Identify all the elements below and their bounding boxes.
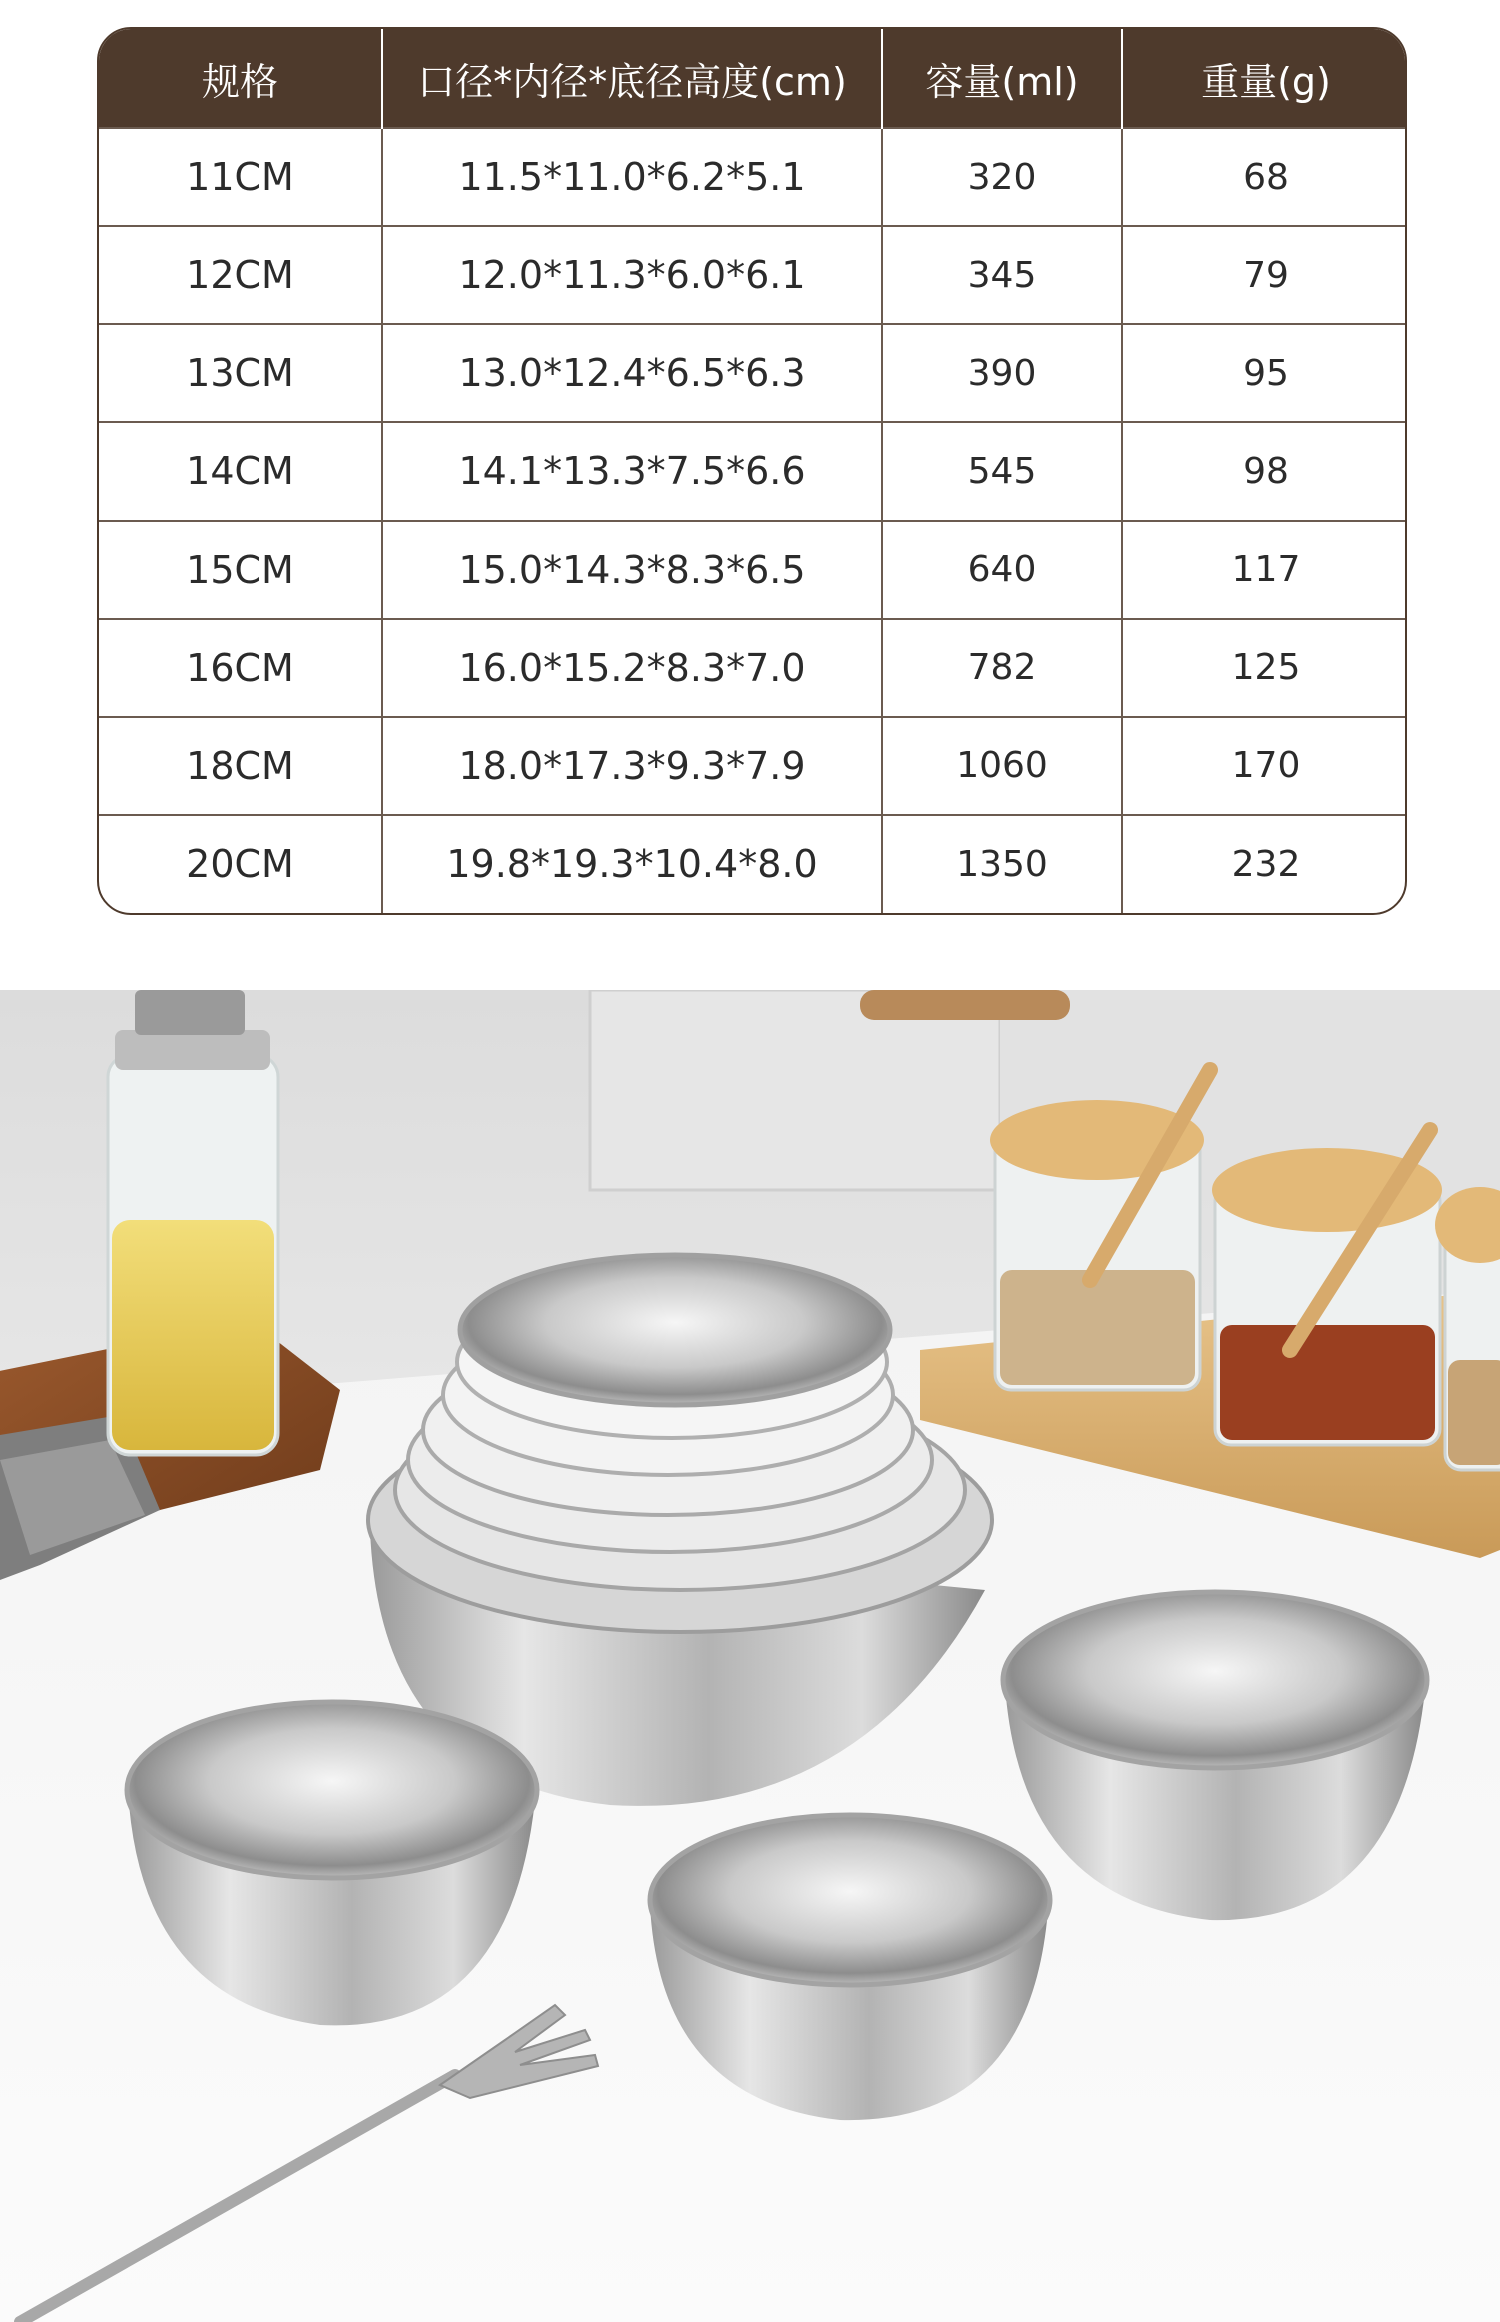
cell-size: 18CM — [99, 717, 382, 815]
cell-weight: 170 — [1122, 717, 1407, 815]
cell-weight: 68 — [1122, 128, 1407, 226]
cell-dimensions: 13.0*12.4*6.5*6.3 — [382, 324, 882, 422]
cell-dimensions: 15.0*14.3*8.3*6.5 — [382, 521, 882, 619]
cell-capacity: 640 — [882, 521, 1122, 619]
cell-dimensions: 12.0*11.3*6.0*6.1 — [382, 226, 882, 324]
cell-capacity: 545 — [882, 422, 1122, 520]
cell-capacity: 782 — [882, 619, 1122, 717]
cell-weight: 117 — [1122, 521, 1407, 619]
cell-size: 20CM — [99, 815, 382, 913]
header-capacity: 容量(ml) — [882, 29, 1122, 128]
cell-dimensions: 16.0*15.2*8.3*7.0 — [382, 619, 882, 717]
cell-capacity: 345 — [882, 226, 1122, 324]
cell-size: 13CM — [99, 324, 382, 422]
product-photo-illustration — [0, 990, 1500, 2322]
table-row — [99, 226, 1407, 324]
cell-capacity: 1350 — [882, 815, 1122, 913]
cell-dimensions: 11.5*11.0*6.2*5.1 — [382, 128, 882, 226]
table-header-row — [99, 29, 1407, 128]
table-row — [99, 815, 1407, 913]
table-row — [99, 324, 1407, 422]
header-size: 规格 — [99, 29, 382, 128]
cell-capacity: 390 — [882, 324, 1122, 422]
cell-size: 11CM — [99, 128, 382, 226]
cell-size: 16CM — [99, 619, 382, 717]
spice-jar — [1435, 1187, 1500, 1470]
spec-table-container — [97, 27, 1407, 915]
cell-weight: 98 — [1122, 422, 1407, 520]
header-weight: 重量(g) — [1122, 29, 1407, 128]
cell-dimensions: 19.8*19.3*10.4*8.0 — [382, 815, 882, 913]
spice-jar — [1212, 1130, 1442, 1445]
spice-jar — [990, 1070, 1210, 1390]
cell-capacity: 320 — [882, 128, 1122, 226]
header-dimensions: 口径*内径*底径高度(cm) — [382, 29, 882, 128]
wooden-handle — [860, 990, 1070, 1020]
cell-weight: 125 — [1122, 619, 1407, 717]
cell-capacity: 1060 — [882, 717, 1122, 815]
cell-size: 12CM — [99, 226, 382, 324]
product-photo — [0, 990, 1500, 2322]
oil-bottle — [108, 990, 278, 1455]
table-row — [99, 128, 1407, 226]
cell-size: 14CM — [99, 422, 382, 520]
table-row — [99, 619, 1407, 717]
cell-weight: 79 — [1122, 226, 1407, 324]
cell-size: 15CM — [99, 521, 382, 619]
table-row — [99, 717, 1407, 815]
cell-weight: 95 — [1122, 324, 1407, 422]
cell-weight: 232 — [1122, 815, 1407, 913]
cell-dimensions: 18.0*17.3*9.3*7.9 — [382, 717, 882, 815]
cell-dimensions: 14.1*13.3*7.5*6.6 — [382, 422, 882, 520]
spec-table — [99, 29, 1407, 913]
table-row — [99, 422, 1407, 520]
table-row — [99, 521, 1407, 619]
